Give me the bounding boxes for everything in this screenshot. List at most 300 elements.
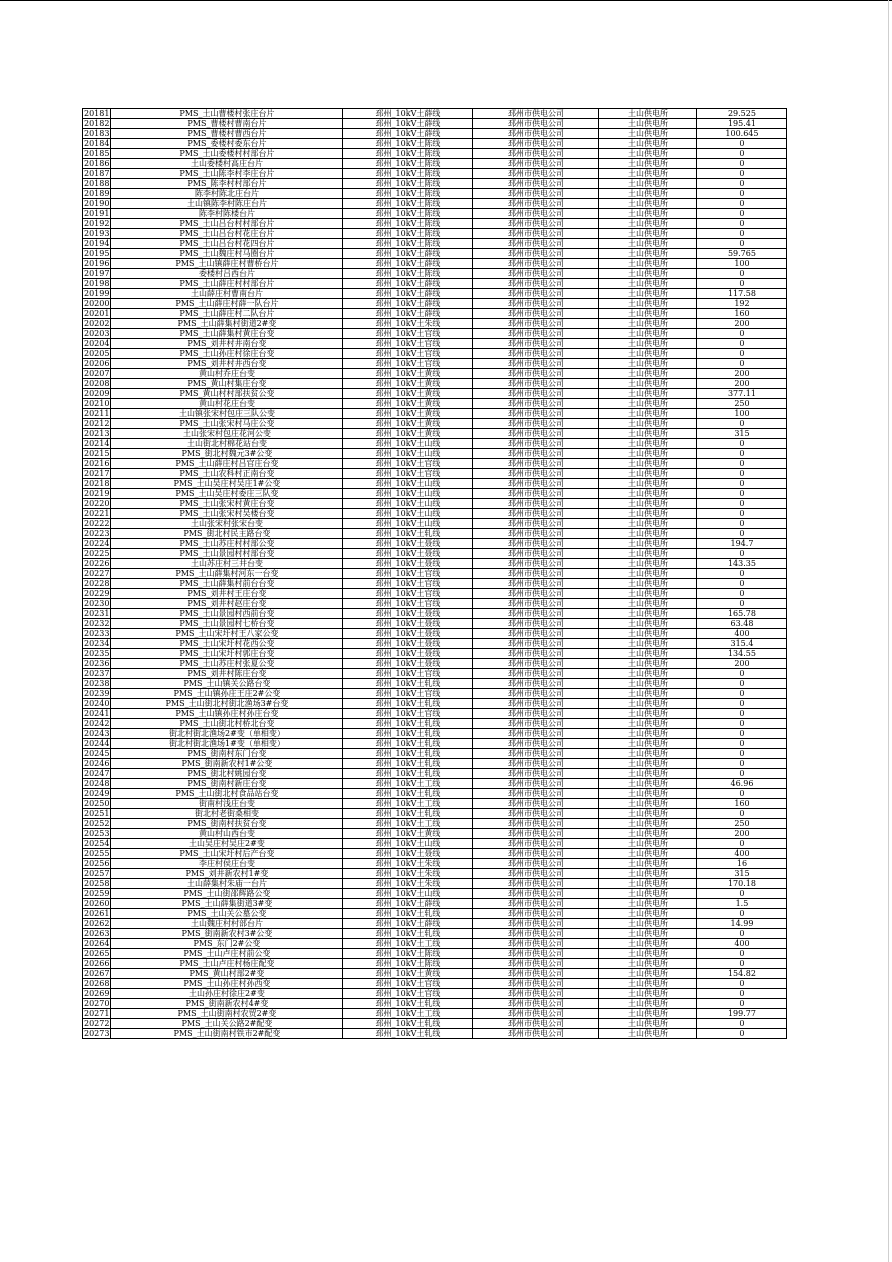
company-cell: 邳州市供电公司 (473, 539, 599, 549)
top-rule (0, 0, 892, 1)
line-name-cell: 邳州_10kV土陈线 (343, 209, 473, 219)
table-row (83, 299, 787, 309)
row-id-cell: 20182 (84, 119, 110, 128)
office-cell: 土山供电所 (599, 179, 697, 189)
value-cell: 0 (697, 889, 787, 899)
value-cell: 0 (697, 999, 787, 1009)
company-cell: 邳州市供电公司 (473, 119, 599, 129)
value-cell: 0 (697, 329, 787, 339)
table-row (83, 649, 787, 659)
office-cell: 土山供电所 (599, 939, 697, 949)
office-cell: 土山供电所 (599, 499, 697, 509)
table-row (83, 279, 787, 289)
office-cell: 土山供电所 (599, 879, 697, 889)
value-cell: 0 (697, 519, 787, 529)
office-cell: 土山供电所 (599, 859, 697, 869)
table-row (83, 839, 787, 849)
value-cell: 1.5 (697, 899, 787, 909)
line-name-cell: 邳州_10kV土官线 (343, 599, 473, 609)
table-row (83, 319, 787, 329)
line-name-cell: 邳州_10kV土陈线 (343, 179, 473, 189)
office-cell: 土山供电所 (599, 659, 697, 669)
company-cell: 邳州市供电公司 (473, 369, 599, 379)
company-cell: 邳州市供电公司 (473, 839, 599, 849)
company-cell: 邳州市供电公司 (473, 249, 599, 259)
station-name-cell: PMS_街南新农村3#公变 (111, 929, 343, 939)
office-cell: 土山供电所 (599, 589, 697, 599)
station-name-cell: PMS_土山吴庄村吴庄1#公变 (111, 479, 343, 489)
office-cell: 土山供电所 (599, 389, 697, 399)
line-name-cell: 邳州_10kV土黄线 (343, 969, 473, 979)
line-name-cell: 邳州_10kV土陈线 (343, 199, 473, 209)
line-name-cell: 邳州_10kV土轧线 (343, 999, 473, 1009)
line-name-cell: 邳州_10kV土陈线 (343, 959, 473, 969)
line-name-cell: 邳州_10kV土薛线 (343, 129, 473, 139)
table-row (83, 729, 787, 739)
company-cell: 邳州市供电公司 (473, 549, 599, 559)
station-name-cell: PMS_刘井村王庄台变 (111, 589, 343, 599)
table-row (83, 949, 787, 959)
station-name-cell: PMS_土山陈李村李庄台片 (111, 169, 343, 179)
row-id-cell: 20257 (84, 869, 110, 878)
table-row (83, 669, 787, 679)
row-id-cell: 20224 (84, 539, 110, 548)
line-name-cell: 邳州_10kV土朱线 (343, 869, 473, 879)
row-id-cell: 20222 (84, 519, 110, 528)
station-name-cell: 土山孙庄村徐庄2#变 (111, 989, 343, 999)
company-cell: 邳州市供电公司 (473, 379, 599, 389)
value-cell: 0 (697, 339, 787, 349)
company-cell: 邳州市供电公司 (473, 769, 599, 779)
value-cell: 315.4 (697, 639, 787, 649)
row-id-cell: 20254 (84, 839, 110, 848)
company-cell: 邳州市供电公司 (473, 929, 599, 939)
table-row (83, 109, 787, 119)
row-id-cell: 20214 (84, 439, 110, 448)
office-cell: 土山供电所 (599, 459, 697, 469)
office-cell: 土山供电所 (599, 189, 697, 199)
office-cell: 土山供电所 (599, 829, 697, 839)
table-row (83, 789, 787, 799)
office-cell: 土山供电所 (599, 629, 697, 639)
line-name-cell: 邳州_10kV土山线 (343, 889, 473, 899)
station-name-cell: PMS_土山关公路2#配变 (111, 1019, 343, 1029)
line-name-cell: 邳州_10kV土工线 (343, 939, 473, 949)
table-row (83, 169, 787, 179)
office-cell: 土山供电所 (599, 279, 697, 289)
row-id-cell: 20212 (84, 419, 110, 428)
office-cell: 土山供电所 (599, 259, 697, 269)
table-row (83, 899, 787, 909)
line-name-cell: 邳州_10kV土薛线 (343, 309, 473, 319)
station-name-cell: PMS_土山街北村食品站台变 (111, 789, 343, 799)
company-cell: 邳州市供电公司 (473, 739, 599, 749)
office-cell: 土山供电所 (599, 749, 697, 759)
table-row (83, 699, 787, 709)
row-id-cell: 20256 (84, 859, 110, 868)
line-name-cell: 邳州_10kV土黄线 (343, 419, 473, 429)
table-row (83, 289, 787, 299)
row-id-cell: 20250 (84, 799, 110, 808)
row-id-cell: 20215 (84, 449, 110, 458)
value-cell: 165.78 (697, 609, 787, 619)
line-name-cell: 邳州_10kV土轧线 (343, 1019, 473, 1029)
line-name-cell: 邳州_10kV土官线 (343, 979, 473, 989)
office-cell: 土山供电所 (599, 399, 697, 409)
station-name-cell: PMS_土山景园村村部台变 (111, 549, 343, 559)
station-name-cell: PMS_土山薛集街道3#变 (111, 899, 343, 909)
company-cell: 邳州市供电公司 (473, 729, 599, 739)
table-row (83, 999, 787, 1009)
station-name-cell: PMS_土山街邵辉路公变 (111, 889, 343, 899)
row-id-cell: 20198 (84, 279, 110, 288)
line-name-cell: 邳州_10kV土工线 (343, 779, 473, 789)
value-cell: 0 (697, 719, 787, 729)
row-id-cell: 20262 (84, 919, 110, 928)
row-id-cell: 20253 (84, 829, 110, 838)
table-row (83, 269, 787, 279)
row-id-cell: 20226 (84, 559, 110, 568)
company-cell: 邳州市供电公司 (473, 359, 599, 369)
row-id-cell: 20273 (84, 1029, 110, 1038)
table-row (83, 209, 787, 219)
row-id-cell: 20204 (84, 339, 110, 348)
value-cell: 0 (697, 499, 787, 509)
table-row (83, 889, 787, 899)
value-cell: 0 (697, 219, 787, 229)
company-cell: 邳州市供电公司 (473, 299, 599, 309)
company-cell: 邳州市供电公司 (473, 509, 599, 519)
station-name-cell: PMS_土山宋圩村王八家公变 (111, 629, 343, 639)
station-name-cell: 陈李村陈北庄台片 (111, 189, 343, 199)
company-cell: 邳州市供电公司 (473, 829, 599, 839)
company-cell: 邳州市供电公司 (473, 849, 599, 859)
line-name-cell: 邳州_10kV土山线 (343, 519, 473, 529)
value-cell: 0 (697, 699, 787, 709)
table-row (83, 919, 787, 929)
value-cell: 200 (697, 659, 787, 669)
station-name-cell: 土山镇张宋村包庄三队公变 (111, 409, 343, 419)
line-name-cell: 邳州_10kV土薛线 (343, 109, 473, 119)
table-row (83, 459, 787, 469)
row-id-cell: 20272 (84, 1019, 110, 1028)
office-cell: 土山供电所 (599, 809, 697, 819)
company-cell: 邳州市供电公司 (473, 959, 599, 969)
value-cell: 0 (697, 569, 787, 579)
table-row (83, 379, 787, 389)
company-cell: 邳州市供电公司 (473, 599, 599, 609)
station-name-cell: PMS_街北村魏元3#公变 (111, 449, 343, 459)
row-id-cell: 20244 (84, 739, 110, 748)
table-row (83, 1029, 787, 1039)
company-cell: 邳州市供电公司 (473, 189, 599, 199)
station-name-cell: PMS_东门2#公变 (111, 939, 343, 949)
station-name-cell: PMS_土山关公墓公变 (111, 909, 343, 919)
station-name-cell: 街南村浅庄台变 (111, 799, 343, 809)
table-row (83, 819, 787, 829)
office-cell: 土山供电所 (599, 339, 697, 349)
line-name-cell: 邳州_10kV土陈线 (343, 239, 473, 249)
station-name-cell: PMS_土山街南村铁市2#配变 (111, 1029, 343, 1039)
line-name-cell: 邳州_10kV土聂线 (343, 639, 473, 649)
row-id-cell: 20221 (84, 509, 110, 518)
station-name-cell: PMS_刘井村赵庄台变 (111, 599, 343, 609)
row-id-cell: 20220 (84, 499, 110, 508)
row-id-cell: 20240 (84, 699, 110, 708)
row-id-cell: 20255 (84, 849, 110, 858)
office-cell: 土山供电所 (599, 299, 697, 309)
value-cell: 0 (697, 449, 787, 459)
office-cell: 土山供电所 (599, 849, 697, 859)
value-cell: 377.11 (697, 389, 787, 399)
line-name-cell: 邳州_10kV土轧线 (343, 929, 473, 939)
office-cell: 土山供电所 (599, 769, 697, 779)
line-name-cell: 邳州_10kV土官线 (343, 359, 473, 369)
row-id-cell: 20232 (84, 619, 110, 628)
table-row (83, 309, 787, 319)
office-cell: 土山供电所 (599, 169, 697, 179)
line-name-cell: 邳州_10kV土薛线 (343, 119, 473, 129)
table-row (83, 159, 787, 169)
line-name-cell: 邳州_10kV土朱线 (343, 859, 473, 869)
table-row (83, 249, 787, 259)
table-row (83, 849, 787, 859)
office-cell: 土山供电所 (599, 909, 697, 919)
table-row (83, 489, 787, 499)
table-row (83, 229, 787, 239)
company-cell: 邳州市供电公司 (473, 499, 599, 509)
station-name-cell: 土山街北村棉花站台变 (111, 439, 343, 449)
line-name-cell: 邳州_10kV土轧线 (343, 739, 473, 749)
value-cell: 100.645 (697, 129, 787, 139)
row-id-cell: 20185 (84, 149, 110, 158)
row-id-cell: 20225 (84, 549, 110, 558)
station-name-cell: PMS_街南村东门台变 (111, 749, 343, 759)
line-name-cell: 邳州_10kV土陈线 (343, 159, 473, 169)
station-name-cell: PMS_土山卢庄村杨庄配变 (111, 959, 343, 969)
company-cell: 邳州市供电公司 (473, 1019, 599, 1029)
table-row (83, 759, 787, 769)
value-cell: 0 (697, 789, 787, 799)
row-id-cell: 20206 (84, 359, 110, 368)
line-name-cell: 邳州_10kV土轧线 (343, 909, 473, 919)
value-cell: 0 (697, 179, 787, 189)
value-cell: 0 (697, 929, 787, 939)
row-id-cell: 20192 (84, 219, 110, 228)
office-cell: 土山供电所 (599, 109, 697, 119)
value-cell: 200 (697, 369, 787, 379)
company-cell: 邳州市供电公司 (473, 949, 599, 959)
station-name-cell: PMS_土山卢庄村前公变 (111, 949, 343, 959)
station-name-cell: PMS_土山宋圩村后产台变 (111, 849, 343, 859)
office-cell: 土山供电所 (599, 899, 697, 909)
table-row (83, 529, 787, 539)
company-cell: 邳州市供电公司 (473, 229, 599, 239)
value-cell: 0 (697, 979, 787, 989)
table-row (83, 809, 787, 819)
station-name-cell: PMS_委楼村委东台片 (111, 139, 343, 149)
company-cell: 邳州市供电公司 (473, 699, 599, 709)
company-cell: 邳州市供电公司 (473, 389, 599, 399)
office-cell: 土山供电所 (599, 709, 697, 719)
row-id-cell: 20242 (84, 719, 110, 728)
row-id-cell: 20209 (84, 389, 110, 398)
row-id-cell: 20223 (84, 529, 110, 538)
value-cell: 143.35 (697, 559, 787, 569)
company-cell: 邳州市供电公司 (473, 429, 599, 439)
line-name-cell: 邳州_10kV土陈线 (343, 169, 473, 179)
office-cell: 土山供电所 (599, 569, 697, 579)
company-cell: 邳州市供电公司 (473, 479, 599, 489)
row-id-cell: 20190 (84, 199, 110, 208)
row-id-cell: 20196 (84, 259, 110, 268)
table-row (83, 139, 787, 149)
table-row (83, 369, 787, 379)
value-cell: 0 (697, 549, 787, 559)
value-cell: 46.96 (697, 779, 787, 789)
table-row (83, 709, 787, 719)
table-row (83, 959, 787, 969)
station-name-cell: PMS_黄山村集庄台变 (111, 379, 343, 389)
value-cell: 250 (697, 819, 787, 829)
line-name-cell: 邳州_10kV土黄线 (343, 379, 473, 389)
office-cell: 土山供电所 (599, 349, 697, 359)
row-id-cell: 20233 (84, 629, 110, 638)
row-id-cell: 20236 (84, 659, 110, 668)
line-name-cell: 邳州_10kV土陈线 (343, 139, 473, 149)
office-cell: 土山供电所 (599, 619, 697, 629)
line-name-cell: 邳州_10kV土聂线 (343, 549, 473, 559)
company-cell: 邳州市供电公司 (473, 269, 599, 279)
company-cell: 邳州市供电公司 (473, 319, 599, 329)
company-cell: 邳州市供电公司 (473, 799, 599, 809)
station-name-cell: PMS_街北村民主路台变 (111, 529, 343, 539)
company-cell: 邳州市供电公司 (473, 239, 599, 249)
office-cell: 土山供电所 (599, 799, 697, 809)
company-cell: 邳州市供电公司 (473, 719, 599, 729)
office-cell: 土山供电所 (599, 889, 697, 899)
line-name-cell: 邳州_10kV土山线 (343, 449, 473, 459)
station-name-cell: 陈李村陈楼台片 (111, 209, 343, 219)
station-name-cell: PMS_土山镇孙庄王庄2#公变 (111, 689, 343, 699)
company-cell: 邳州市供电公司 (473, 609, 599, 619)
office-cell: 土山供电所 (599, 969, 697, 979)
table-row (83, 719, 787, 729)
office-cell: 土山供电所 (599, 319, 697, 329)
company-cell: 邳州市供电公司 (473, 409, 599, 419)
office-cell: 土山供电所 (599, 159, 697, 169)
line-name-cell: 邳州_10kV土轧线 (343, 759, 473, 769)
line-name-cell: 邳州_10kV土聂线 (343, 649, 473, 659)
line-name-cell: 邳州_10kV土官线 (343, 989, 473, 999)
company-cell: 邳州市供电公司 (473, 1029, 599, 1039)
row-id-cell: 20258 (84, 879, 110, 888)
company-cell: 邳州市供电公司 (473, 529, 599, 539)
row-id-cell: 20248 (84, 779, 110, 788)
table-row (83, 409, 787, 419)
company-cell: 邳州市供电公司 (473, 749, 599, 759)
station-name-cell: PMS_土山街北村街北渔场3#台变 (111, 699, 343, 709)
station-name-cell: 土山张宋村包庄花河公变 (111, 429, 343, 439)
office-cell: 土山供电所 (599, 149, 697, 159)
station-name-cell: 土山委楼村高庄台片 (111, 159, 343, 169)
row-id-cell: 20260 (84, 899, 110, 908)
line-name-cell: 邳州_10kV土山线 (343, 499, 473, 509)
station-name-cell: PMS_土山苏庄村村部公变 (111, 539, 343, 549)
value-cell: 0 (697, 739, 787, 749)
line-name-cell: 邳州_10kV土聂线 (343, 619, 473, 629)
value-cell: 0 (697, 209, 787, 219)
company-cell: 邳州市供电公司 (473, 179, 599, 189)
value-cell: 0 (697, 149, 787, 159)
line-name-cell: 邳州_10kV土薛线 (343, 249, 473, 259)
value-cell: 0 (697, 579, 787, 589)
line-name-cell: 邳州_10kV土黄线 (343, 389, 473, 399)
table-row (83, 389, 787, 399)
station-name-cell: PMS_刘井新农村1#变 (111, 869, 343, 879)
row-id-cell: 20263 (84, 929, 110, 938)
station-name-cell: PMS_街南新农村4#变 (111, 999, 343, 1009)
station-name-cell: 土山薛集村朱庙一台片 (111, 879, 343, 889)
office-cell: 土山供电所 (599, 559, 697, 569)
station-name-cell: PMS_土山吕台村花庄台片 (111, 229, 343, 239)
table-row (83, 609, 787, 619)
office-cell: 土山供电所 (599, 639, 697, 649)
office-cell: 土山供电所 (599, 789, 697, 799)
office-cell: 土山供电所 (599, 929, 697, 939)
line-name-cell: 邳州_10kV土官线 (343, 349, 473, 359)
value-cell: 0 (697, 729, 787, 739)
office-cell: 土山供电所 (599, 409, 697, 419)
line-name-cell: 邳州_10kV土薛线 (343, 919, 473, 929)
line-name-cell: 邳州_10kV土官线 (343, 579, 473, 589)
company-cell: 邳州市供电公司 (473, 199, 599, 209)
station-name-cell: PMS_土山薛庄村二队台片 (111, 309, 343, 319)
office-cell: 土山供电所 (599, 609, 697, 619)
row-id-cell: 20249 (84, 789, 110, 798)
station-name-cell: PMS_土山张宋村吴楼台变 (111, 509, 343, 519)
office-cell: 土山供电所 (599, 1019, 697, 1029)
company-cell: 邳州市供电公司 (473, 899, 599, 909)
station-name-cell: PMS_土山景园村七桥台变 (111, 619, 343, 629)
value-cell: 0 (697, 279, 787, 289)
office-cell: 土山供电所 (599, 679, 697, 689)
value-cell: 0 (697, 189, 787, 199)
table-row (83, 979, 787, 989)
row-id-cell: 20228 (84, 579, 110, 588)
company-cell: 邳州市供电公司 (473, 789, 599, 799)
office-cell: 土山供电所 (599, 819, 697, 829)
value-cell: 134.55 (697, 649, 787, 659)
station-name-cell: PMS_黄山村村部扶贫公变 (111, 389, 343, 399)
table-row (83, 329, 787, 339)
value-cell: 160 (697, 309, 787, 319)
line-name-cell: 邳州_10kV土陈线 (343, 949, 473, 959)
line-name-cell: 邳州_10kV土陈线 (343, 149, 473, 159)
office-cell: 土山供电所 (599, 209, 697, 219)
company-cell: 邳州市供电公司 (473, 709, 599, 719)
office-cell: 土山供电所 (599, 959, 697, 969)
station-name-cell: PMS_街北村姚园台变 (111, 769, 343, 779)
row-id-cell: 20227 (84, 569, 110, 578)
office-cell: 土山供电所 (599, 719, 697, 729)
value-cell: 0 (697, 599, 787, 609)
table-row (83, 549, 787, 559)
office-cell: 土山供电所 (599, 729, 697, 739)
company-cell: 邳州市供电公司 (473, 469, 599, 479)
company-cell: 邳州市供电公司 (473, 979, 599, 989)
station-name-cell: PMS_街南村新庄台变 (111, 779, 343, 789)
